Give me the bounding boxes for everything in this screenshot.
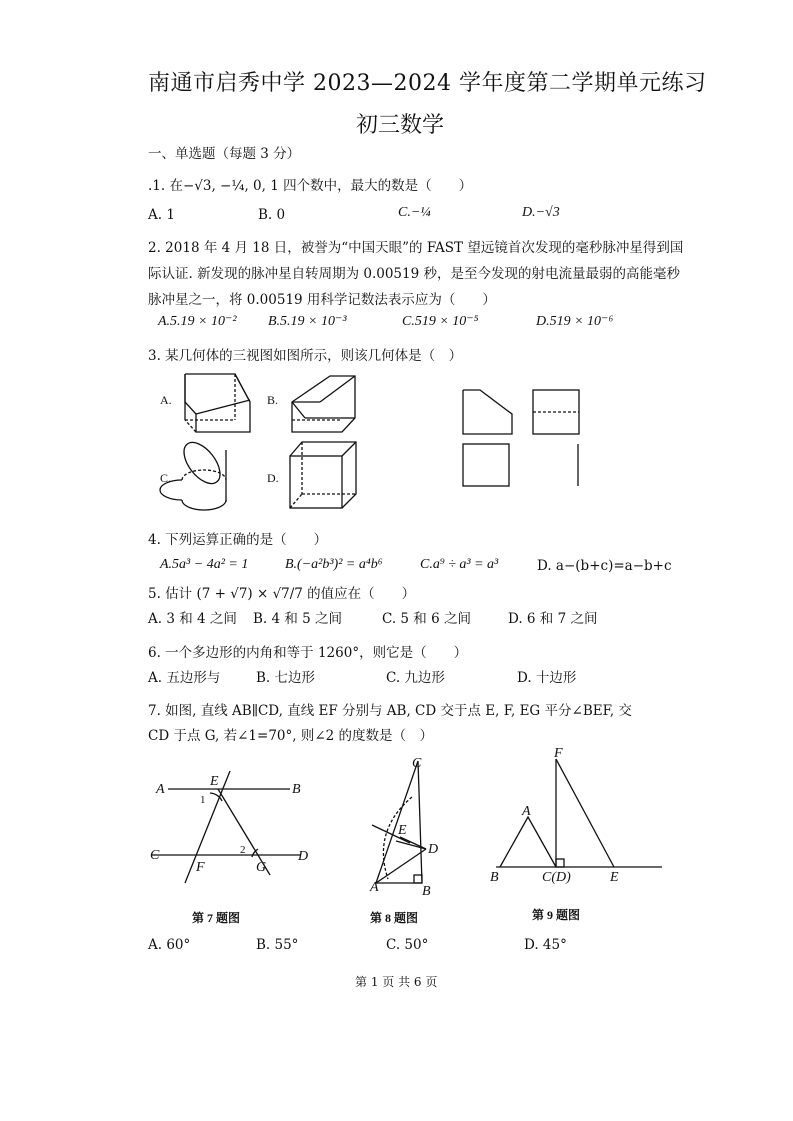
fig7-label-c: C [150,848,160,863]
q2-option-a: A.5.19 × 10⁻² [158,314,237,329]
fig7-label-d: D [298,849,309,864]
page-footer: 第 1 页 共 6 页 [355,975,438,989]
exam-title: 南通市启秀中学 2023—2024 学年度第二学期单元练习 [148,71,707,96]
fig8-label-b: B [422,884,431,899]
q4-option-a: A.5a³ − 4a² = 1 [160,557,249,572]
fig8-label-a: A [370,880,379,895]
q4-option-c: C.a⁹ ÷ a³ = a³ [420,557,499,572]
fig9-label-f: F [554,746,563,761]
q5-option-b: B. 4 和 5 之间 [253,611,343,627]
q1-option-c: C.−¼ [398,205,431,220]
q1-option-b: B. 0 [258,207,286,223]
question-2-line-2: 际认证. 新发现的脉冲星自转周期为 0.00519 秒，是至今发现的射电流量最弱的高能毫秒 [148,266,680,282]
fig7-label-g: G [256,860,267,875]
q4-option-d: D. a−(b+c)=a−b+c [537,558,672,574]
fig7-label-f: F [196,860,205,875]
fig7-caption: 第 7 题图 [192,911,241,925]
figure-7 [152,771,300,883]
question-7-line-2: CD 于点 G, 若∠1=70°, 则∠2 的度数是（ ） [148,728,434,744]
fig7-label-a: A [156,782,165,797]
q7-option-d: D. 45° [524,937,567,953]
q7-option-c: C. 50° [386,937,429,953]
figure-9 [496,759,662,867]
question-3-stem: 3. 某几何体的三视图如图所示，则该几何体是（ ） [148,348,463,364]
exam-subtitle: 初三数学 [356,113,445,138]
question-2-line-3: 脉冲星之一，将 0.00519 用科学记数法表示应为（ ） [148,292,496,308]
q3-label-a: A. [160,393,172,407]
question-6-stem: 6. 一个多边形的内角和等于 1260°，则它是（ ） [148,645,468,661]
fig8-label-e: E [398,823,407,838]
fig8-label-c: C [412,756,422,771]
figure-8 [372,761,426,883]
fig7-angle-1: 1 [200,794,206,806]
question-4-stem: 4. 下列运算正确的是（ ） [148,532,328,548]
fig7-angle-2: 2 [240,844,246,856]
q5-option-d: D. 6 和 7 之间 [508,611,598,627]
q1-option-a: A. 1 [148,207,175,223]
question-2-line-1: 2. 2018 年 4 月 18 日，被誉为“中国天眼”的 FAST 望远镜首次发现的毫秒脉冲星得到国 [148,240,684,256]
question-7-line-1: 7. 如图, 直线 AB∥CD, 直线 EF 分别与 AB, CD 交于点 E, F, EG 平分∠BEF, 交 [148,703,632,719]
fig9-label-b: B [490,870,499,885]
fig7-label-e: E [210,774,219,789]
fig9-caption: 第 9 题图 [532,908,581,922]
q6-option-b: B. 七边形 [256,670,316,686]
q6-option-c: C. 九边形 [386,670,445,686]
q3-label-c: C. [160,471,172,485]
fig9-label-e: E [610,870,619,885]
fig8-label-d: D [428,842,439,857]
q1-option-d: D.−√3 [522,205,560,220]
fig7-label-b: B [292,782,301,797]
figures-row [140,745,670,935]
fig8-caption: 第 8 题图 [370,911,419,925]
q5-option-a: A. 3 和 4 之间 [148,611,237,627]
question-1-stem: .1. 在−√3, −¼, 0, 1 四个数中，最大的数是（ ） [148,178,473,194]
q6-option-d: D. 十边形 [517,670,577,686]
q7-option-b: B. 55° [256,937,299,953]
fig9-label-a: A [522,804,531,819]
solid-option-d [290,442,356,508]
q3-label-d: D. [267,471,279,485]
solid-option-a [185,374,250,432]
question-5-stem: 5. 估计 (7 + √7) × √7/7 的值应在（ ） [148,586,416,602]
q3-label-b: B. [267,393,279,407]
solid-option-b [292,376,355,432]
q2-option-d: D.519 × 10⁻⁶ [536,314,614,329]
q3-figures [150,362,610,512]
q4-option-b: B.(−a²b³)² = a⁴b⁶ [285,557,383,572]
q5-option-c: C. 5 和 6 之间 [382,611,471,627]
three-views [463,390,579,486]
fig9-label-cd: C(D) [542,870,571,885]
q2-option-b: B.5.19 × 10⁻³ [268,314,347,329]
q2-option-c: C.519 × 10⁻⁵ [402,314,479,329]
q6-option-a: A. 五边形与 [148,670,221,686]
section-heading: 一、单选题（每题 3 分） [148,146,301,162]
q7-option-a: A. 60° [148,937,191,953]
